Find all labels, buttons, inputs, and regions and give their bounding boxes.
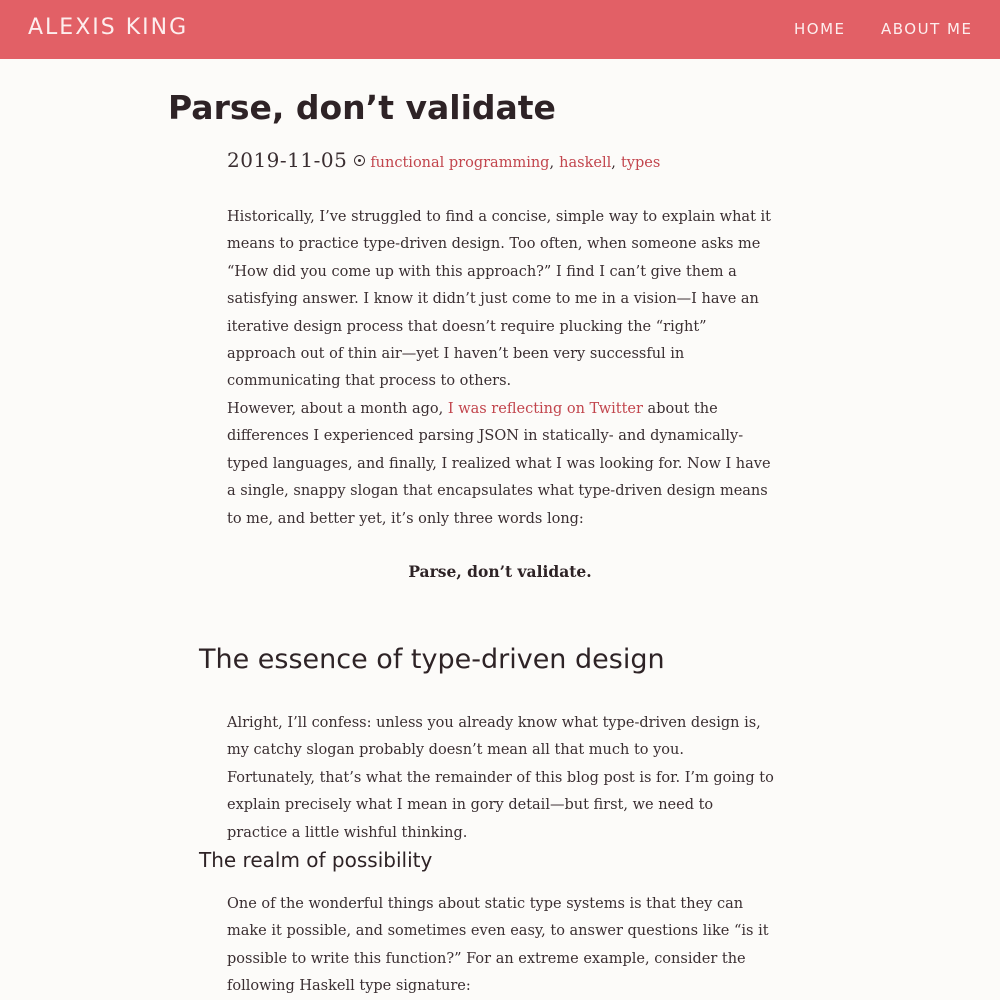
section-paragraph: Alright, I’ll confess: unless you already know what type-driven design is, my catchy slogan probably doesn’t mean all that much to you. Fortunately, that’s what the remainder of this blog post is for. I’m going to explain precisely what I mean in gory detail—but first, we need to practice a little wishful thinking. bbox=[227, 715, 774, 841]
subsection-paragraph: One of the wonderful things about static type systems is that they can make it possible, and sometimes even easy, to answer questions like “is it possible to write this function?” For an extreme example, consider the following Haskell type signature: bbox=[227, 896, 769, 995]
tag-link-types[interactable]: types bbox=[620, 155, 661, 171]
twitter-paragraph bbox=[227, 396, 775, 533]
slogan: Parse, don’t validate. bbox=[408, 562, 592, 581]
post-date: 2019-11-05 bbox=[227, 148, 348, 172]
site-header bbox=[0, 0, 1000, 59]
nav-home-link[interactable]: HOME bbox=[794, 20, 846, 38]
paragraph-text: about the differences I experienced parsing JSON in statically- and dynamically-typed languages, and finally, I realized what I was looking for. Now I have a single, snappy slogan that encapsulates what type-driven design means to me, and better yet, it’s only three words long: bbox=[227, 401, 771, 527]
nav-about-link[interactable]: ABOUT ME bbox=[881, 20, 973, 38]
section-heading: The essence of type-driven design bbox=[199, 644, 665, 675]
tag-link-haskell[interactable]: haskell bbox=[559, 155, 612, 171]
twitter-link[interactable]: I was reflecting on Twitter bbox=[447, 401, 643, 417]
post-meta bbox=[227, 148, 660, 172]
subsection-heading: The realm of possibility bbox=[199, 848, 433, 872]
tag-separator: , bbox=[549, 155, 555, 171]
post-title: Parse, don’t validate bbox=[168, 88, 556, 127]
tag-icon bbox=[354, 155, 365, 166]
site-title-link[interactable]: ALEXIS KING bbox=[28, 15, 189, 40]
intro-paragraph: Historically, I’ve struggled to find a concise, simple way to explain what it means to practice type-driven design. Too often, when someone asks me “How did you come up with this approach?” I find I can’t give them a satisfying answer. I know it didn’t just come to me in a vision—I have an iterative design process that doesn’t require plucking the “right” approach out of thin air—yet I haven’t been very successful in communicating that process to others. bbox=[227, 209, 771, 390]
paragraph-text: However, about a month ago, bbox=[227, 401, 448, 417]
tag-link-functional-programming[interactable]: functional programming bbox=[370, 155, 550, 171]
tag-separator: , bbox=[611, 155, 616, 171]
